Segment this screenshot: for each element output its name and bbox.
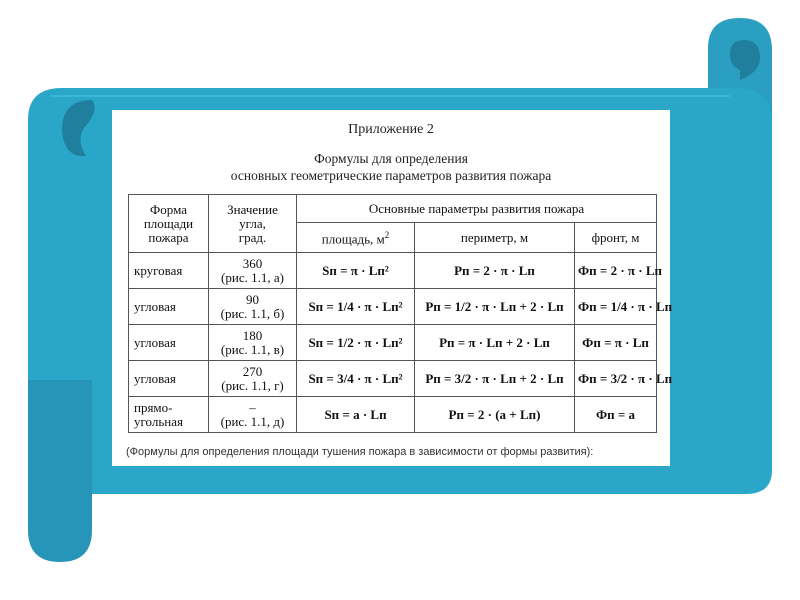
appendix-label: Приложение 2 — [348, 122, 434, 137]
cell-front-formula: Фп = 3/2 · π · Lп — [575, 361, 657, 397]
cell-perimeter-formula: Pп = π · Lп + 2 · Lп — [415, 325, 575, 361]
cell-perimeter-formula: Pп = 2 · (a + Lп) — [415, 397, 575, 433]
cell-shape: угловая — [129, 325, 209, 361]
table-caption: (Формулы для определения площади тушения пожара в зависимости от формы развития): — [126, 446, 594, 458]
table-row — [129, 397, 657, 433]
cell-area-formula: Sп = a · Lп — [297, 397, 415, 433]
document-title — [112, 150, 670, 184]
cell-angle: 270 (рис. 1.1, г) — [209, 361, 297, 397]
header-angle: Значение угла, град. — [209, 195, 297, 253]
title-line-1: Формулы для определения — [314, 151, 468, 166]
cell-angle: 360 (рис. 1.1, а) — [209, 253, 297, 289]
cell-area-formula: Sп = 1/2 · π · Lп² — [297, 325, 415, 361]
header-front: фронт, м — [575, 223, 657, 253]
cell-front-formula: Фп = π · Lп — [575, 325, 657, 361]
cell-perimeter-formula: Pп = 1/2 · π · Lп + 2 · Lп — [415, 289, 575, 325]
cell-perimeter-formula: Pп = 2 · π · Lп — [415, 253, 575, 289]
cell-area-formula: Sп = π · Lп² — [297, 253, 415, 289]
header-shape: Форма площади пожара — [129, 195, 209, 253]
title-line-2: основных геометрические параметров развития пожара — [230, 168, 552, 183]
scroll-left-roll — [28, 380, 92, 562]
header-main-params: Основные параметры развития пожара — [297, 195, 657, 223]
cell-area-formula: Sп = 3/4 · π · Lп² — [297, 361, 415, 397]
header-area: площадь, $м^2$ — [297, 223, 415, 253]
cell-shape: угловая — [129, 289, 209, 325]
cell-angle: 180 (рис. 1.1, в) — [209, 325, 297, 361]
parameters-table — [128, 194, 673, 433]
cell-angle: 90 (рис. 1.1, б) — [209, 289, 297, 325]
cell-perimeter-formula: Pп = 3/2 · π · Lп + 2 · Lп — [415, 361, 575, 397]
table-row — [129, 361, 657, 397]
header-perimeter: периметр, м — [415, 223, 575, 253]
cell-shape: круговая — [129, 253, 209, 289]
cell-front-formula: Фп = 2 · π · Lп — [575, 253, 657, 289]
cell-area-formula: Sп = 1/4 · π · Lп² — [297, 289, 415, 325]
table-row — [129, 289, 657, 325]
table-row — [129, 325, 657, 361]
cell-front-formula: Фп = a — [575, 397, 657, 433]
cell-angle: – (рис. 1.1, д) — [209, 397, 297, 433]
cell-shape: угловая — [129, 361, 209, 397]
document-sheet — [112, 110, 673, 466]
cell-front-formula: Фп = 1/4 · π · Lп — [575, 289, 657, 325]
table-row — [129, 253, 657, 289]
cell-shape: прямо- угольная — [129, 397, 209, 433]
